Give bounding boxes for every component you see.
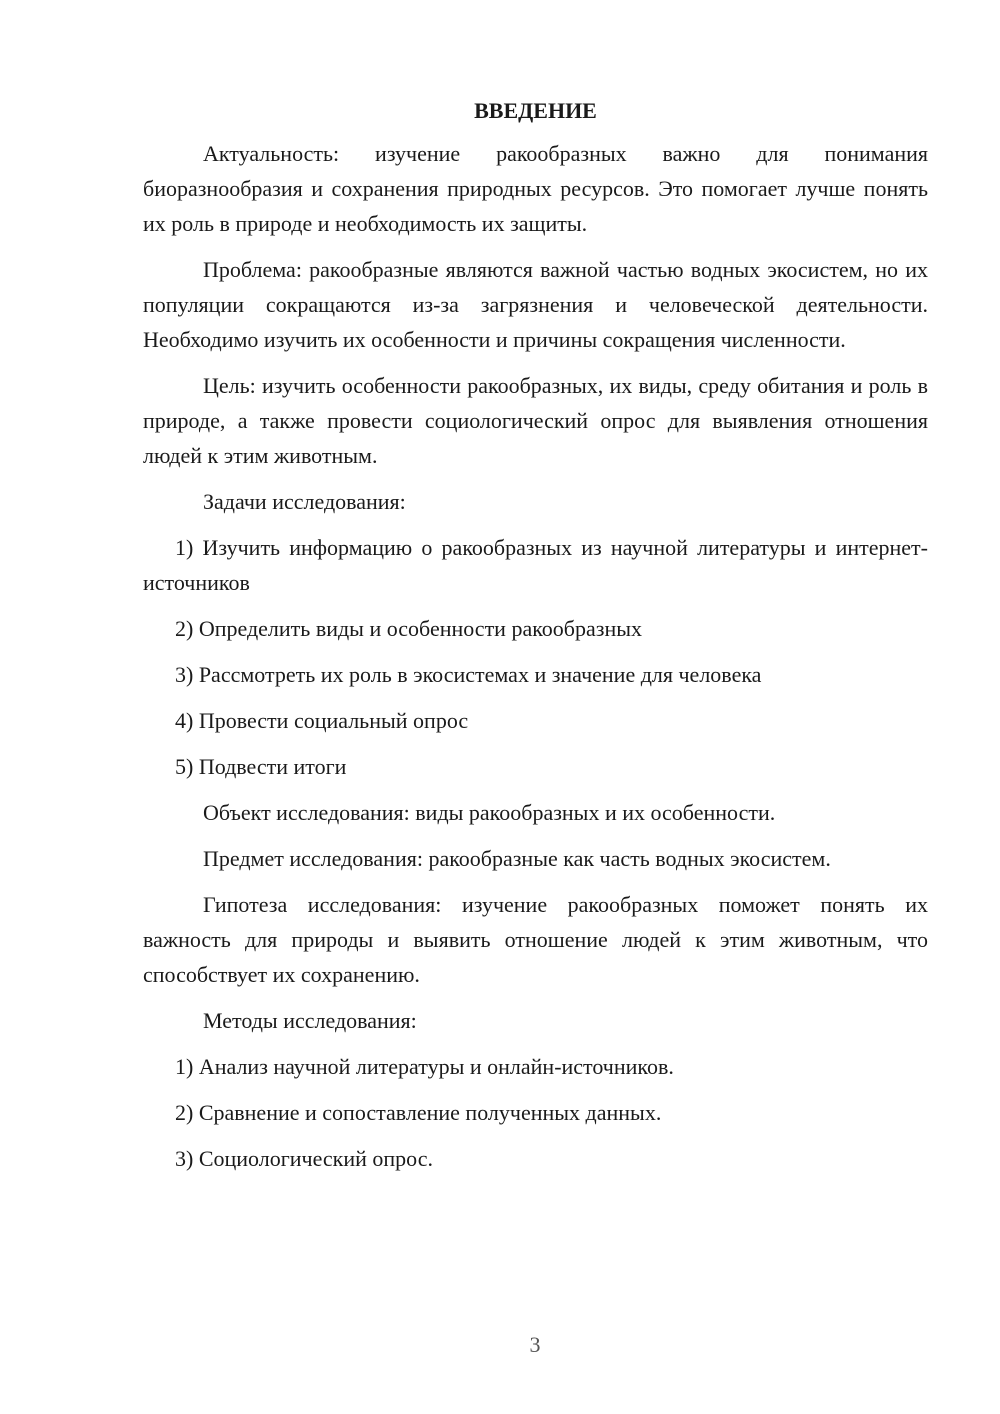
task-item: 5) Подвести итоги [175, 754, 347, 779]
goal-paragraph: Цель: изучить особенности ракообразных, их виды, среду обитания и роль в природе, а также провести социологический опрос для выявления отношения людей к этим животным. [143, 373, 928, 468]
method-item: 1) Анализ научной литературы и онлайн-источников. [175, 1054, 674, 1079]
task-item: 1) Изучить информацию о ракообразных из научной литературы и интернет-источников [143, 535, 928, 595]
page-body [143, 93, 928, 1187]
relevance-paragraph: Актуальность: изучение ракообразных важно для понимания биоразнообразия и сохранения природных ресурсов. Это помогает лучше понять их роль в природе и необходимость их защиты. [143, 141, 928, 236]
task-item: 3) Рассмотреть их роль в экосистемах и значение для человека [175, 662, 762, 687]
section-title: ВВЕДЕНИЕ [474, 98, 597, 123]
hypothesis-paragraph: Гипотеза исследования: изучение ракообразных поможет понять их важность для природы и выявить отношение людей к этим животным, что способствует их сохранению. [143, 892, 928, 987]
object-paragraph: Объект исследования: виды ракообразных и их особенности. [203, 800, 776, 825]
method-item: 3) Социологический опрос. [175, 1146, 433, 1171]
methods-heading: Методы исследования: [203, 1008, 417, 1033]
problem-paragraph: Проблема: ракообразные являются важной частью водных экосистем, но их популяции сокращаются из-за загрязнения и человеческой деятельности. Необходимо изучить их особенности и причины сокращения численности. [143, 257, 928, 352]
task-item: 2) Определить виды и особенности ракообразных [175, 616, 642, 641]
page-number: 3 [529, 1332, 541, 1357]
task-item: 4) Провести социальный опрос [175, 708, 469, 733]
subject-paragraph: Предмет исследования: ракообразные как часть водных экосистем. [203, 846, 831, 871]
method-item: 2) Сравнение и сопоставление полученных данных. [175, 1100, 662, 1125]
tasks-heading: Задачи исследования: [203, 489, 406, 514]
